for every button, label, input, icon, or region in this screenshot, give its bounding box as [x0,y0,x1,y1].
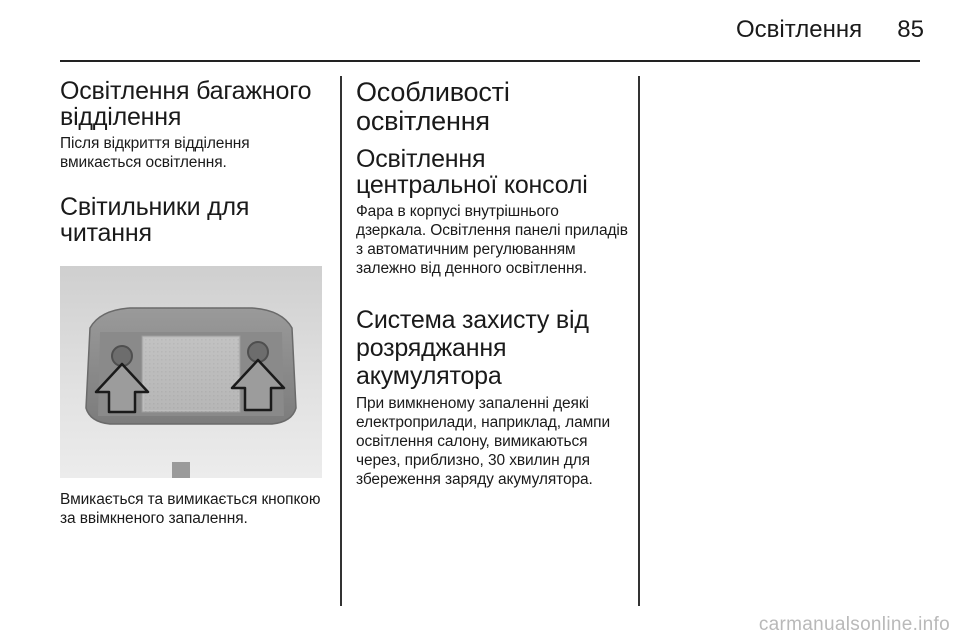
page-number: 85 [897,16,924,43]
center-console-lighting-heading: Освітлення центральної консолі [356,145,588,199]
page-header-title: Освітлення [736,16,863,43]
header-divider [60,60,920,62]
center-console-lighting-text: Фара в корпусі внутрішнього дзеркала. Освітлення панелі приладів з автоматичним регулюванням залежно від денного освітлення. [356,203,628,277]
column-divider-right [638,76,640,606]
battery-protection-heading: Система захисту від розряджання акумулятора [356,306,589,390]
reading-lights-heading: Світильники для читання [60,193,250,247]
battery-protection-text: При вимкненому запаленні деякі електроприлади, наприклад, лампи освітлення салону, вимикаються через, приблизно, 30 хвилин для збереження заряду акумулятора. [356,395,611,488]
lighting-features-heading: Особливості освітлення [356,77,510,136]
reading-lights-photo [60,266,322,478]
right-column [356,78,628,489]
reading-lights-caption: Вмикається та вимикається кнопкою за ввімкненого запалення. [60,491,321,527]
column-divider-left [340,76,342,606]
watermark: carmanualsonline.info [758,614,950,635]
trunk-light-text: Після відкриття відділення вмикається освітлення. [60,135,250,171]
trunk-light-heading: Освітлення багажного відділення [60,77,312,131]
left-column [60,78,330,528]
